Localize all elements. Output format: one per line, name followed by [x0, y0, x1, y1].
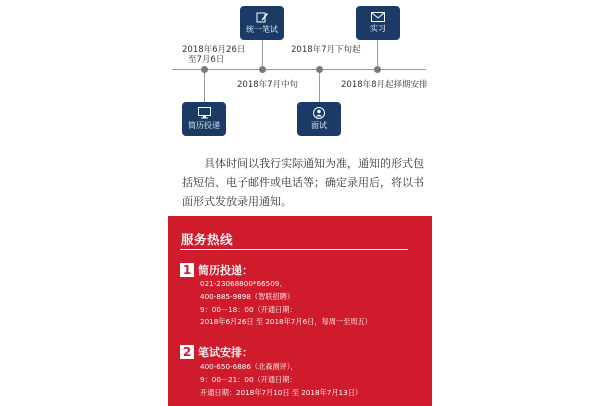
- pen-edit-icon: [256, 11, 269, 23]
- timeline-dot-interview: [316, 66, 323, 73]
- stage-resume: [182, 102, 226, 136]
- service-hotline-panel: [168, 216, 432, 406]
- recruitment-timeline: [0, 0, 600, 150]
- stage-interview-label: 面试: [311, 121, 327, 130]
- date-interview: 2018年7月下旬起: [291, 45, 361, 55]
- section-number-badge: 2: [180, 345, 194, 359]
- stage-interview: [297, 102, 341, 136]
- stage-internship-label: 实习: [370, 24, 386, 33]
- date-written-test: 2018年7月中旬: [237, 80, 299, 90]
- mail-icon: [371, 12, 385, 22]
- stage-internship: [356, 6, 400, 40]
- section-number-badge: 1: [180, 263, 194, 277]
- stage-written-test: [240, 6, 284, 40]
- date-resume-line2: 至7月6日: [188, 55, 225, 65]
- panel-divider: [180, 249, 408, 250]
- timeline-dot-resume: [201, 66, 208, 73]
- date-internship: 2018年8月起择期安排: [341, 80, 428, 90]
- timeline-dot-written-test: [259, 66, 266, 73]
- detail-line: 400-650-6886（北森测评），: [200, 362, 298, 371]
- stage-resume-label: 简历投递: [188, 121, 220, 130]
- date-resume-line1: 2018年6月26日: [182, 45, 246, 55]
- detail-line: 9：00－21：00（开通日期：: [200, 374, 297, 384]
- section-resume-heading: [180, 262, 253, 278]
- section-written-test-details: [200, 361, 362, 399]
- section-written-test-heading: [180, 344, 253, 360]
- timeline-axis: [172, 69, 426, 70]
- timeline-stem-resume: [204, 73, 205, 102]
- notice-paragraph: 具体时间以我行实际通知为准，通知的形式包括短信、电子邮件或电话等；确定录用后，将以书面形式发放录用通知。: [182, 157, 424, 208]
- timeline-stem-interview: [319, 73, 320, 102]
- detail-line: 9：00－18：00（开通日期：: [200, 304, 297, 314]
- detail-line: 2018年6月26日 至 2018年7月6日，每周一至周五）: [200, 317, 372, 327]
- timeline-stem-written-test: [262, 40, 263, 67]
- section-title: 简历投递：: [198, 264, 253, 277]
- section-title: 笔试安排：: [198, 346, 253, 359]
- monitor-icon: [198, 107, 211, 119]
- stage-written-test-label: 统一笔试: [246, 25, 278, 34]
- detail-line: 400-885-9898（智联招聘）: [200, 291, 295, 301]
- detail-line: 开通日期：2018年7月10日 至 2018年7月13日）: [200, 387, 363, 397]
- timeline-stem-internship: [377, 40, 378, 67]
- panel-title: 服务热线: [181, 232, 234, 247]
- timeline-dot-internship: [374, 66, 381, 73]
- section-resume-details: [200, 278, 372, 329]
- detail-line: 021-23068800*66509、: [200, 279, 287, 288]
- people-icon: [313, 107, 325, 119]
